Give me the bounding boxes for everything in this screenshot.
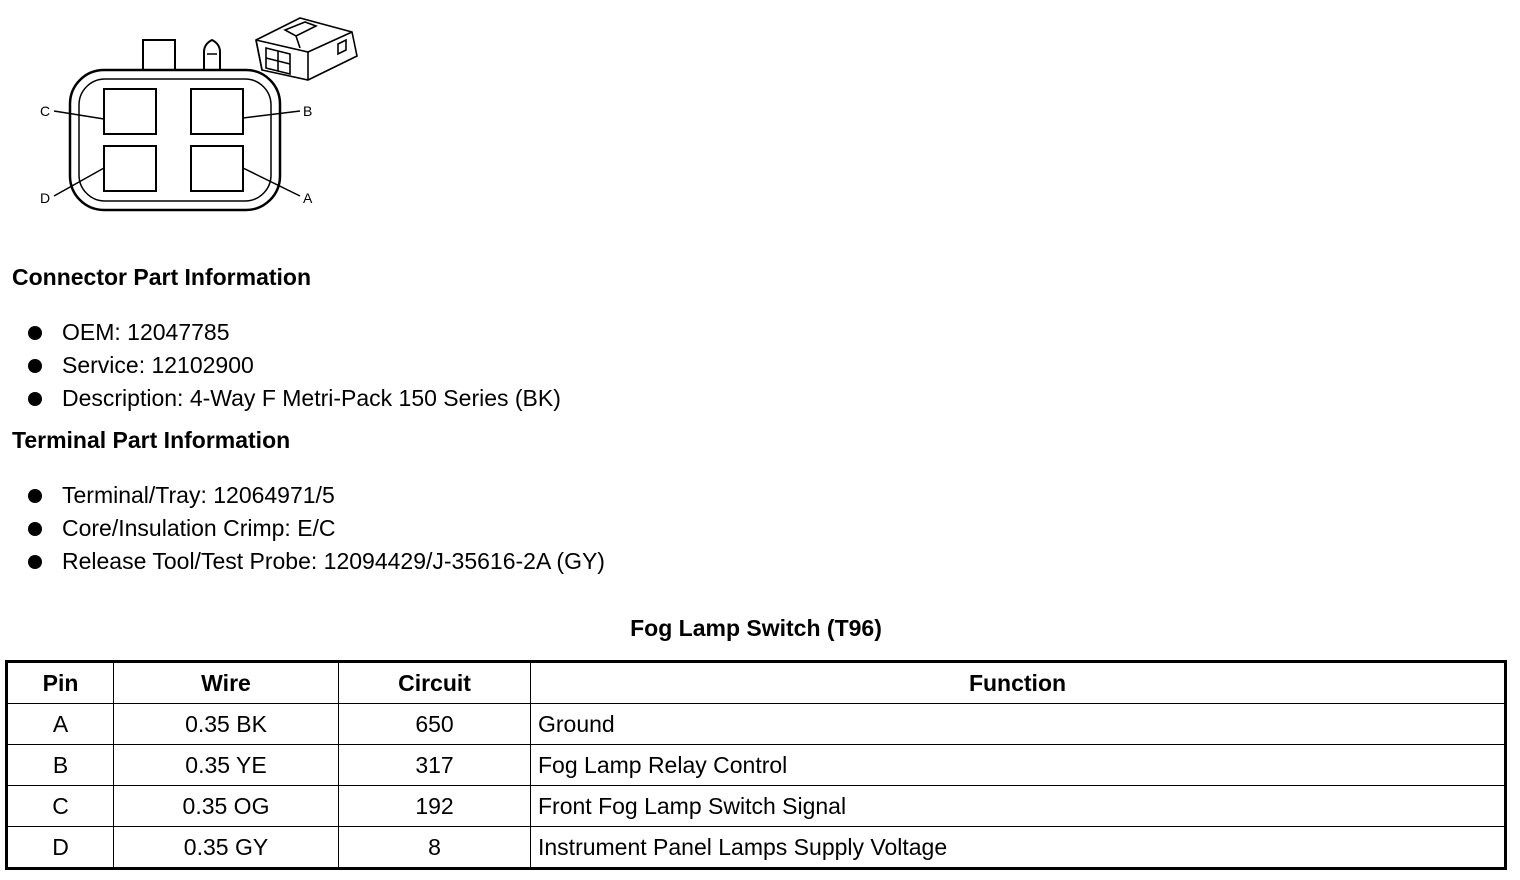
pin-label-a: A [303, 190, 313, 206]
cell-wire: 0.35 OG [114, 786, 339, 827]
bullet-icon [28, 359, 42, 373]
pin-label-d: D [40, 190, 51, 206]
cell-pin: D [7, 827, 114, 869]
cell-function: Ground [531, 704, 1506, 745]
table-row [7, 745, 1506, 786]
bullet-icon [28, 555, 42, 569]
list-item: Core/Insulation Crimp: E/C [28, 512, 605, 545]
cell-circuit: 317 [339, 745, 531, 786]
cell-circuit: 192 [339, 786, 531, 827]
bullet-icon [28, 326, 42, 340]
cell-circuit: 8 [339, 827, 531, 869]
column-header-pin: Pin [7, 662, 114, 704]
cell-function: Instrument Panel Lamps Supply Voltage [531, 827, 1506, 869]
bullet-icon [28, 392, 42, 406]
table-row [7, 704, 1506, 745]
column-header-circuit: Circuit [339, 662, 531, 704]
cavity-d [104, 146, 156, 191]
cavity-c [104, 89, 156, 134]
cell-function: Front Fog Lamp Switch Signal [531, 786, 1506, 827]
bullet-icon [28, 522, 42, 536]
cell-function: Fog Lamp Relay Control [531, 745, 1506, 786]
list-item: Terminal/Tray: 12064971/5 [28, 479, 605, 512]
column-header-function: Function [531, 662, 1506, 704]
column-header-wire: Wire [114, 662, 339, 704]
table-row [7, 827, 1506, 869]
terminal-info-heading: Terminal Part Information [12, 427, 291, 453]
terminal-info-list [28, 479, 605, 578]
list-item: Service: 12102900 [28, 349, 561, 382]
table-row [7, 786, 1506, 827]
table-header-row [7, 662, 1506, 704]
cell-wire: 0.35 GY [114, 827, 339, 869]
cell-pin: A [7, 704, 114, 745]
connector-info-heading: Connector Part Information [12, 264, 312, 290]
cell-circuit: 650 [339, 704, 531, 745]
connector-info-list [28, 316, 561, 415]
cell-pin: C [7, 786, 114, 827]
connector-isometric-icon [256, 18, 357, 80]
cell-pin: B [7, 745, 114, 786]
table-title: Fog Lamp Switch (T96) [630, 615, 882, 641]
list-item: OEM: 12047785 [28, 316, 561, 349]
connector-housing [70, 70, 280, 210]
pinout-table [5, 660, 1507, 870]
cavity-a [191, 146, 243, 191]
cell-wire: 0.35 YE [114, 745, 339, 786]
cell-wire: 0.35 BK [114, 704, 339, 745]
list-item: Release Tool/Test Probe: 12094429/J-35616-2A (GY) [28, 545, 605, 578]
connector-diagram [0, 0, 380, 230]
cavity-b [191, 89, 243, 134]
pin-label-c: C [40, 103, 51, 119]
bullet-icon [28, 489, 42, 503]
pin-label-b: B [303, 103, 313, 119]
list-item: Description: 4-Way F Metri-Pack 150 Series (BK) [28, 382, 561, 415]
